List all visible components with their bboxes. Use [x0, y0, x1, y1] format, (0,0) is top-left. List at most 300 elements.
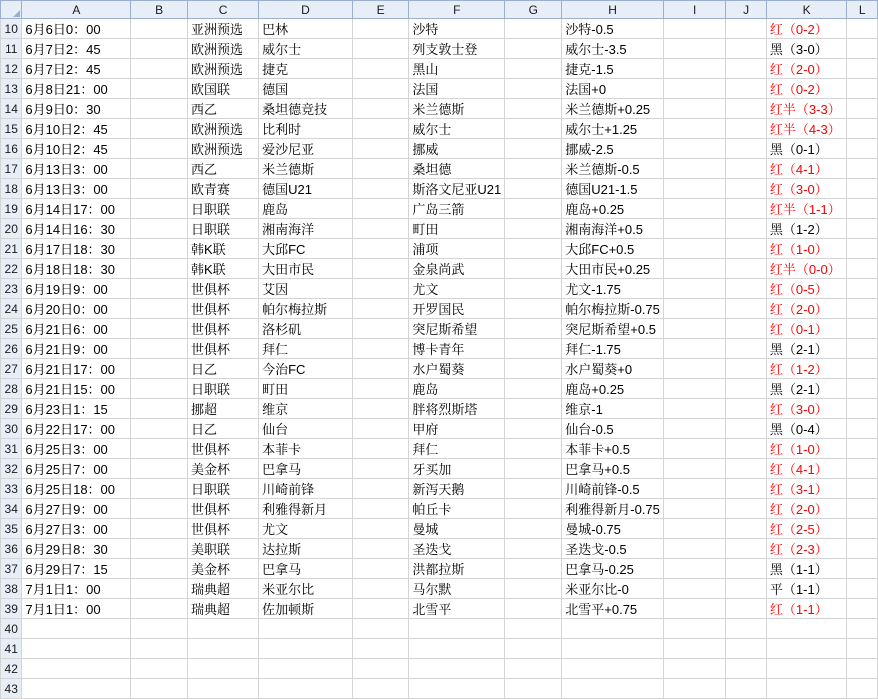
cell-i[interactable] — [663, 99, 726, 119]
cell-handicap[interactable]: 威尔士+1.25 — [562, 119, 664, 139]
cell-handicap[interactable]: 维京-1 — [562, 399, 664, 419]
cell-result[interactable]: 红（0-2） — [766, 79, 846, 99]
cell-away-team[interactable]: 威尔士 — [409, 119, 505, 139]
cell-b[interactable] — [131, 199, 188, 219]
cell-away-team[interactable] — [409, 619, 505, 639]
cell-e[interactable] — [352, 619, 409, 639]
cell-handicap[interactable] — [562, 619, 664, 639]
column-header-b[interactable]: B — [131, 1, 188, 19]
cell-i[interactable] — [663, 339, 726, 359]
table-row[interactable] — [1, 499, 878, 519]
cell-l[interactable] — [847, 639, 878, 659]
cell-away-team[interactable]: 广岛三箭 — [409, 199, 505, 219]
cell-i[interactable] — [663, 579, 726, 599]
cell-result[interactable] — [766, 659, 846, 679]
cell-handicap[interactable]: 利雅得新月-0.75 — [562, 499, 664, 519]
cell-date[interactable]: 6月22日17：00 — [22, 419, 131, 439]
cell-handicap[interactable]: 沙特-0.5 — [562, 19, 664, 39]
cell-away-team[interactable]: 牙买加 — [409, 459, 505, 479]
cell-league[interactable]: 西乙 — [187, 159, 258, 179]
cell-b[interactable] — [131, 659, 188, 679]
cell-g[interactable] — [505, 339, 562, 359]
cell-home-team[interactable]: 本菲卡 — [259, 439, 353, 459]
cell-i[interactable] — [663, 499, 726, 519]
cell-g[interactable] — [505, 139, 562, 159]
cell-home-team[interactable]: 德国U21 — [259, 179, 353, 199]
row-header[interactable]: 28 — [1, 379, 22, 399]
cell-l[interactable] — [847, 59, 878, 79]
cell-date[interactable]: 7月1日1：00 — [22, 599, 131, 619]
table-row[interactable] — [1, 679, 878, 699]
cell-l[interactable] — [847, 459, 878, 479]
cell-result[interactable]: 红（1-0） — [766, 239, 846, 259]
cell-l[interactable] — [847, 79, 878, 99]
cell-l[interactable] — [847, 659, 878, 679]
cell-home-team[interactable] — [259, 639, 353, 659]
cell-l[interactable] — [847, 619, 878, 639]
cell-result[interactable]: 平（1-1） — [766, 579, 846, 599]
cell-date[interactable]: 6月10日2：45 — [22, 119, 131, 139]
cell-l[interactable] — [847, 39, 878, 59]
cell-home-team[interactable]: 米兰德斯 — [259, 159, 353, 179]
cell-home-team[interactable]: 尤文 — [259, 519, 353, 539]
row-header[interactable]: 35 — [1, 519, 22, 539]
cell-b[interactable] — [131, 219, 188, 239]
cell-home-team[interactable]: 艾因 — [259, 279, 353, 299]
cell-result[interactable]: 红（3-0） — [766, 399, 846, 419]
cell-l[interactable] — [847, 439, 878, 459]
cell-g[interactable] — [505, 679, 562, 699]
cell-away-team[interactable]: 挪威 — [409, 139, 505, 159]
cell-league[interactable]: 日职联 — [187, 379, 258, 399]
cell-i[interactable] — [663, 639, 726, 659]
column-header-k[interactable]: K — [766, 1, 846, 19]
row-header[interactable]: 16 — [1, 139, 22, 159]
cell-date[interactable]: 6月14日16：30 — [22, 219, 131, 239]
cell-handicap[interactable] — [562, 659, 664, 679]
cell-b[interactable] — [131, 119, 188, 139]
cell-e[interactable] — [352, 239, 409, 259]
cell-i[interactable] — [663, 519, 726, 539]
cell-away-team[interactable]: 甲府 — [409, 419, 505, 439]
cell-g[interactable] — [505, 19, 562, 39]
cell-e[interactable] — [352, 439, 409, 459]
cell-g[interactable] — [505, 419, 562, 439]
cell-away-team[interactable]: 洪都拉斯 — [409, 559, 505, 579]
cell-b[interactable] — [131, 39, 188, 59]
cell-e[interactable] — [352, 639, 409, 659]
cell-b[interactable] — [131, 539, 188, 559]
table-row[interactable] — [1, 199, 878, 219]
cell-date[interactable]: 6月7日2：45 — [22, 59, 131, 79]
cell-j[interactable] — [726, 279, 766, 299]
table-row[interactable] — [1, 559, 878, 579]
cell-l[interactable] — [847, 319, 878, 339]
cell-away-team[interactable]: 突尼斯希望 — [409, 319, 505, 339]
cell-home-team[interactable]: 爱沙尼亚 — [259, 139, 353, 159]
cell-j[interactable] — [726, 519, 766, 539]
cell-j[interactable] — [726, 599, 766, 619]
cell-j[interactable] — [726, 399, 766, 419]
cell-g[interactable] — [505, 39, 562, 59]
cell-away-team[interactable]: 斯洛文尼亚U21 — [409, 179, 505, 199]
table-row[interactable] — [1, 579, 878, 599]
cell-j[interactable] — [726, 379, 766, 399]
cell-league[interactable]: 世俱杯 — [187, 499, 258, 519]
cell-e[interactable] — [352, 359, 409, 379]
column-header-i[interactable]: I — [663, 1, 726, 19]
cell-home-team[interactable]: 湘南海洋 — [259, 219, 353, 239]
cell-b[interactable] — [131, 179, 188, 199]
cell-league[interactable]: 世俱杯 — [187, 519, 258, 539]
cell-g[interactable] — [505, 599, 562, 619]
cell-result[interactable]: 红（4-1） — [766, 159, 846, 179]
cell-j[interactable] — [726, 159, 766, 179]
cell-away-team[interactable]: 北雪平 — [409, 599, 505, 619]
table-row[interactable] — [1, 659, 878, 679]
cell-away-team[interactable] — [409, 639, 505, 659]
cell-g[interactable] — [505, 159, 562, 179]
cell-e[interactable] — [352, 519, 409, 539]
cell-home-team[interactable]: 达拉斯 — [259, 539, 353, 559]
cell-league[interactable] — [187, 679, 258, 699]
cell-home-team[interactable]: 大邱FC — [259, 239, 353, 259]
cell-i[interactable] — [663, 219, 726, 239]
cell-date[interactable]: 6月14日17：00 — [22, 199, 131, 219]
cell-b[interactable] — [131, 459, 188, 479]
cell-j[interactable] — [726, 499, 766, 519]
cell-j[interactable] — [726, 119, 766, 139]
table-row[interactable] — [1, 79, 878, 99]
table-row[interactable] — [1, 59, 878, 79]
cell-home-team[interactable]: 町田 — [259, 379, 353, 399]
cell-l[interactable] — [847, 679, 878, 699]
cell-l[interactable] — [847, 19, 878, 39]
cell-b[interactable] — [131, 599, 188, 619]
cell-g[interactable] — [505, 259, 562, 279]
cell-e[interactable] — [352, 159, 409, 179]
cell-away-team[interactable]: 马尔默 — [409, 579, 505, 599]
cell-e[interactable] — [352, 299, 409, 319]
cell-e[interactable] — [352, 379, 409, 399]
row-header[interactable]: 21 — [1, 239, 22, 259]
cell-i[interactable] — [663, 239, 726, 259]
table-row[interactable] — [1, 179, 878, 199]
cell-home-team[interactable]: 帕尔梅拉斯 — [259, 299, 353, 319]
cell-e[interactable] — [352, 459, 409, 479]
cell-e[interactable] — [352, 39, 409, 59]
table-row[interactable] — [1, 19, 878, 39]
cell-handicap[interactable]: 仙台-0.5 — [562, 419, 664, 439]
cell-i[interactable] — [663, 439, 726, 459]
cell-date[interactable]: 6月27日3：00 — [22, 519, 131, 539]
cell-home-team[interactable]: 川崎前锋 — [259, 479, 353, 499]
cell-away-team[interactable]: 桑坦德 — [409, 159, 505, 179]
cell-i[interactable] — [663, 279, 726, 299]
cell-away-team[interactable]: 曼城 — [409, 519, 505, 539]
cell-handicap[interactable]: 法国+0 — [562, 79, 664, 99]
cell-e[interactable] — [352, 199, 409, 219]
cell-away-team[interactable]: 沙特 — [409, 19, 505, 39]
column-header-j[interactable]: J — [726, 1, 766, 19]
cell-home-team[interactable]: 巴拿马 — [259, 559, 353, 579]
cell-j[interactable] — [726, 179, 766, 199]
cell-home-team[interactable]: 德国 — [259, 79, 353, 99]
cell-l[interactable] — [847, 159, 878, 179]
cell-j[interactable] — [726, 299, 766, 319]
cell-l[interactable] — [847, 479, 878, 499]
cell-e[interactable] — [352, 119, 409, 139]
cell-l[interactable] — [847, 179, 878, 199]
cell-e[interactable] — [352, 539, 409, 559]
cell-l[interactable] — [847, 499, 878, 519]
cell-i[interactable] — [663, 539, 726, 559]
cell-b[interactable] — [131, 639, 188, 659]
cell-j[interactable] — [726, 39, 766, 59]
table-row[interactable] — [1, 539, 878, 559]
cell-away-team[interactable]: 开罗国民 — [409, 299, 505, 319]
cell-e[interactable] — [352, 399, 409, 419]
cell-g[interactable] — [505, 639, 562, 659]
cell-result[interactable]: 红（0-1） — [766, 319, 846, 339]
cell-result[interactable]: 红（1-2） — [766, 359, 846, 379]
cell-date[interactable]: 6月19日9：00 — [22, 279, 131, 299]
cell-result[interactable]: 红（3-0） — [766, 179, 846, 199]
cell-home-team[interactable]: 大田市民 — [259, 259, 353, 279]
cell-result[interactable]: 红半（0-0） — [766, 259, 846, 279]
cell-i[interactable] — [663, 79, 726, 99]
cell-league[interactable]: 日乙 — [187, 359, 258, 379]
table-row[interactable] — [1, 519, 878, 539]
cell-b[interactable] — [131, 139, 188, 159]
table-row[interactable] — [1, 319, 878, 339]
cell-away-team[interactable]: 浦项 — [409, 239, 505, 259]
cell-result[interactable]: 黑（2-1） — [766, 379, 846, 399]
cell-l[interactable] — [847, 599, 878, 619]
cell-e[interactable] — [352, 219, 409, 239]
row-header[interactable]: 33 — [1, 479, 22, 499]
cell-away-team[interactable]: 水户蜀葵 — [409, 359, 505, 379]
cell-l[interactable] — [847, 139, 878, 159]
cell-e[interactable] — [352, 19, 409, 39]
cell-g[interactable] — [505, 319, 562, 339]
cell-i[interactable] — [663, 39, 726, 59]
cell-date[interactable]: 6月13日3：00 — [22, 179, 131, 199]
cell-date[interactable]: 6月17日18：30 — [22, 239, 131, 259]
cell-j[interactable] — [726, 679, 766, 699]
cell-away-team[interactable] — [409, 659, 505, 679]
cell-home-team[interactable]: 桑坦德竞技 — [259, 99, 353, 119]
cell-handicap[interactable]: 德国U21-1.5 — [562, 179, 664, 199]
cell-i[interactable] — [663, 659, 726, 679]
table-row[interactable] — [1, 479, 878, 499]
cell-j[interactable] — [726, 139, 766, 159]
cell-result[interactable]: 红（2-0） — [766, 59, 846, 79]
cell-handicap[interactable]: 湘南海洋+0.5 — [562, 219, 664, 239]
cell-i[interactable] — [663, 139, 726, 159]
cell-date[interactable]: 6月9日0：30 — [22, 99, 131, 119]
cell-handicap[interactable]: 米兰德斯-0.5 — [562, 159, 664, 179]
table-row[interactable] — [1, 339, 878, 359]
cell-date[interactable]: 6月25日3：00 — [22, 439, 131, 459]
cell-g[interactable] — [505, 659, 562, 679]
cell-date[interactable]: 6月13日3：00 — [22, 159, 131, 179]
cell-e[interactable] — [352, 599, 409, 619]
row-header[interactable]: 12 — [1, 59, 22, 79]
table-row[interactable] — [1, 359, 878, 379]
cell-j[interactable] — [726, 19, 766, 39]
cell-home-team[interactable] — [259, 659, 353, 679]
cell-result[interactable]: 红（2-3） — [766, 539, 846, 559]
cell-i[interactable] — [663, 179, 726, 199]
cell-league[interactable]: 美金杯 — [187, 459, 258, 479]
cell-handicap[interactable]: 鹿岛+0.25 — [562, 379, 664, 399]
cell-league[interactable]: 瑞典超 — [187, 579, 258, 599]
cell-date[interactable] — [22, 639, 131, 659]
cell-home-team[interactable]: 比利时 — [259, 119, 353, 139]
cell-g[interactable] — [505, 99, 562, 119]
cell-league[interactable]: 瑞典超 — [187, 599, 258, 619]
cell-g[interactable] — [505, 399, 562, 419]
cell-i[interactable] — [663, 359, 726, 379]
cell-b[interactable] — [131, 279, 188, 299]
cell-i[interactable] — [663, 479, 726, 499]
row-header[interactable]: 22 — [1, 259, 22, 279]
cell-b[interactable] — [131, 419, 188, 439]
cell-away-team[interactable]: 胖将烈斯塔 — [409, 399, 505, 419]
cell-g[interactable] — [505, 279, 562, 299]
cell-j[interactable] — [726, 639, 766, 659]
cell-i[interactable] — [663, 379, 726, 399]
cell-result[interactable]: 红（0-2） — [766, 19, 846, 39]
cell-league[interactable]: 欧洲预选 — [187, 39, 258, 59]
cell-g[interactable] — [505, 499, 562, 519]
row-header[interactable]: 18 — [1, 179, 22, 199]
cell-j[interactable] — [726, 199, 766, 219]
cell-g[interactable] — [505, 579, 562, 599]
cell-date[interactable]: 6月20日0：00 — [22, 299, 131, 319]
cell-j[interactable] — [726, 59, 766, 79]
cell-b[interactable] — [131, 299, 188, 319]
cell-date[interactable]: 6月21日15：00 — [22, 379, 131, 399]
cell-i[interactable] — [663, 299, 726, 319]
cell-league[interactable]: 欧洲预选 — [187, 119, 258, 139]
row-header[interactable]: 43 — [1, 679, 22, 699]
table-row[interactable] — [1, 219, 878, 239]
cell-date[interactable] — [22, 659, 131, 679]
row-header[interactable]: 23 — [1, 279, 22, 299]
cell-league[interactable]: 欧国联 — [187, 79, 258, 99]
row-header[interactable]: 30 — [1, 419, 22, 439]
cell-g[interactable] — [505, 539, 562, 559]
column-header-c[interactable]: C — [187, 1, 258, 19]
cell-j[interactable] — [726, 559, 766, 579]
cell-j[interactable] — [726, 439, 766, 459]
cell-handicap[interactable] — [562, 639, 664, 659]
cell-league[interactable]: 韩K联 — [187, 239, 258, 259]
cell-league[interactable]: 西乙 — [187, 99, 258, 119]
cell-b[interactable] — [131, 679, 188, 699]
cell-result[interactable]: 红（2-5） — [766, 519, 846, 539]
cell-handicap[interactable]: 曼城-0.75 — [562, 519, 664, 539]
cell-away-team[interactable]: 尤文 — [409, 279, 505, 299]
row-header[interactable]: 36 — [1, 539, 22, 559]
cell-l[interactable] — [847, 519, 878, 539]
column-header-h[interactable]: H — [562, 1, 664, 19]
row-header[interactable]: 40 — [1, 619, 22, 639]
cell-away-team[interactable]: 米兰德斯 — [409, 99, 505, 119]
cell-result[interactable]: 红半（1-1） — [766, 199, 846, 219]
cell-b[interactable] — [131, 379, 188, 399]
cell-b[interactable] — [131, 619, 188, 639]
row-header[interactable]: 11 — [1, 39, 22, 59]
cell-league[interactable]: 美职联 — [187, 539, 258, 559]
cell-away-team[interactable]: 黑山 — [409, 59, 505, 79]
column-header-a[interactable]: A — [22, 1, 131, 19]
cell-league[interactable] — [187, 639, 258, 659]
cell-g[interactable] — [505, 439, 562, 459]
cell-i[interactable] — [663, 19, 726, 39]
row-header[interactable]: 19 — [1, 199, 22, 219]
row-header[interactable]: 42 — [1, 659, 22, 679]
cell-j[interactable] — [726, 259, 766, 279]
cell-date[interactable]: 6月21日17：00 — [22, 359, 131, 379]
cell-handicap[interactable]: 鹿岛+0.25 — [562, 199, 664, 219]
cell-home-team[interactable]: 鹿岛 — [259, 199, 353, 219]
table-row[interactable] — [1, 439, 878, 459]
cell-date[interactable]: 6月23日1：15 — [22, 399, 131, 419]
cell-j[interactable] — [726, 539, 766, 559]
row-header[interactable]: 10 — [1, 19, 22, 39]
row-header[interactable]: 25 — [1, 319, 22, 339]
cell-l[interactable] — [847, 259, 878, 279]
cell-j[interactable] — [726, 659, 766, 679]
table-row[interactable] — [1, 599, 878, 619]
cell-handicap[interactable]: 拜仁-1.75 — [562, 339, 664, 359]
cell-home-team[interactable]: 巴拿马 — [259, 459, 353, 479]
cell-l[interactable] — [847, 99, 878, 119]
cell-g[interactable] — [505, 619, 562, 639]
row-header[interactable]: 39 — [1, 599, 22, 619]
row-header[interactable]: 34 — [1, 499, 22, 519]
cell-league[interactable]: 世俱杯 — [187, 319, 258, 339]
cell-g[interactable] — [505, 299, 562, 319]
cell-e[interactable] — [352, 419, 409, 439]
cell-i[interactable] — [663, 119, 726, 139]
cell-g[interactable] — [505, 239, 562, 259]
cell-g[interactable] — [505, 79, 562, 99]
cell-result[interactable]: 红半（3-3） — [766, 99, 846, 119]
cell-away-team[interactable]: 圣迭戈 — [409, 539, 505, 559]
table-row[interactable] — [1, 639, 878, 659]
cell-away-team[interactable]: 新泻天鹅 — [409, 479, 505, 499]
column-header-g[interactable]: G — [505, 1, 562, 19]
cell-home-team[interactable]: 拜仁 — [259, 339, 353, 359]
cell-i[interactable] — [663, 619, 726, 639]
cell-j[interactable] — [726, 239, 766, 259]
cell-g[interactable] — [505, 179, 562, 199]
cell-away-team[interactable]: 博卡青年 — [409, 339, 505, 359]
cell-handicap[interactable]: 大田市民+0.25 — [562, 259, 664, 279]
cell-result[interactable]: 黑（1-2） — [766, 219, 846, 239]
cell-league[interactable]: 美金杯 — [187, 559, 258, 579]
table-row[interactable] — [1, 279, 878, 299]
cell-date[interactable]: 6月27日9：00 — [22, 499, 131, 519]
cell-g[interactable] — [505, 519, 562, 539]
cell-result[interactable]: 红（1-0） — [766, 439, 846, 459]
row-header[interactable]: 37 — [1, 559, 22, 579]
cell-b[interactable] — [131, 559, 188, 579]
